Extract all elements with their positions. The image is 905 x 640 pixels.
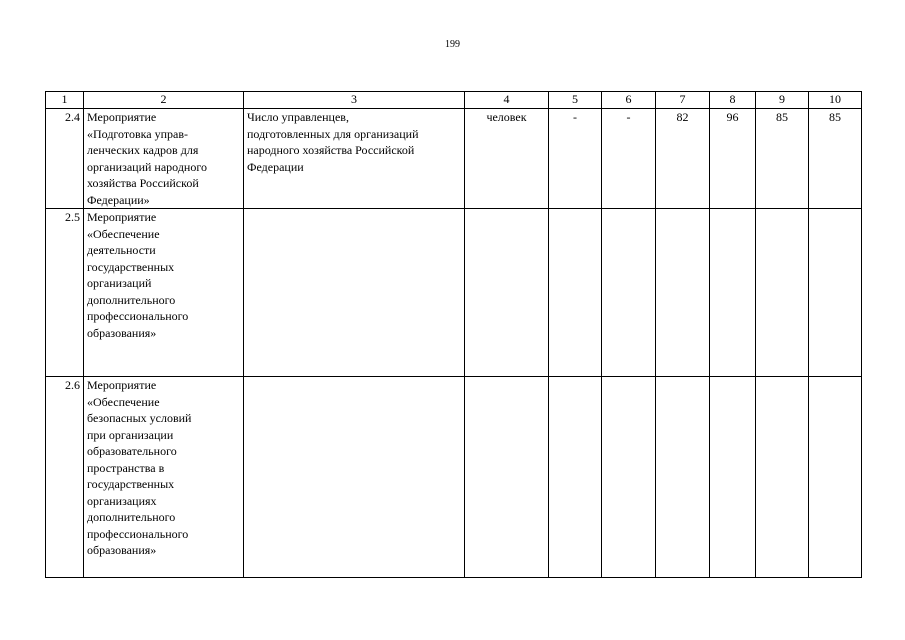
indicator-text [244, 209, 465, 377]
text-line: при организации [87, 427, 174, 442]
value-cell: 82 [656, 109, 710, 209]
indicator-text [244, 109, 465, 209]
text-line: образования» [87, 325, 157, 340]
header-cell: 10 [809, 92, 862, 109]
indicators-table [45, 91, 862, 578]
value-cell: - [602, 109, 656, 209]
text-line: «Обеспечение [87, 226, 160, 241]
value-cell [656, 209, 710, 377]
header-cell: 8 [710, 92, 756, 109]
indicator-text [244, 377, 465, 578]
text-line: Федерации [247, 159, 304, 174]
row-number: 2.4 [46, 109, 84, 209]
text-line: организаций народного [87, 159, 207, 174]
value-cell [602, 377, 656, 578]
text-line: государственных [87, 259, 175, 274]
text-line: образования» [87, 543, 157, 557]
header-cell: 1 [46, 92, 84, 109]
row-number: 2.6 [46, 377, 84, 578]
value-cell [809, 209, 862, 377]
value-cell [656, 377, 710, 578]
table-header-row [46, 92, 862, 109]
activity-name [84, 209, 244, 377]
unit-cell [465, 377, 549, 578]
text-line: профессионального [87, 526, 189, 541]
text-line: Мероприятие [87, 210, 157, 224]
value-cell: 96 [710, 109, 756, 209]
unit-cell [465, 209, 549, 377]
activity-name [84, 109, 244, 209]
unit-cell: человек [465, 109, 549, 209]
text-line: подготовленных для организаций [247, 126, 419, 141]
header-cell: 5 [549, 92, 602, 109]
text-line: организаций [87, 276, 152, 290]
text-line: Федерации» [87, 192, 150, 207]
text-line: дополнительного [87, 292, 176, 307]
value-cell [549, 209, 602, 377]
text-line: безопасных условий [87, 411, 192, 425]
text-line: Мероприятие [87, 110, 157, 124]
activity-name [84, 377, 244, 578]
header-cell: 4 [465, 92, 549, 109]
text-line: образовательного [87, 444, 177, 458]
value-cell: 85 [756, 109, 809, 209]
text-line: «Обеспечение [87, 394, 160, 409]
table-row [46, 209, 862, 377]
row-number: 2.5 [46, 209, 84, 377]
text-line: Мероприятие [87, 378, 157, 392]
header-cell: 3 [244, 92, 465, 109]
text-line: профессионального [87, 309, 189, 323]
text-line: народного хозяйства Российской [247, 143, 415, 157]
table-row [46, 377, 862, 578]
value-cell [809, 377, 862, 578]
text-line: пространства в [87, 460, 165, 475]
header-cell: 7 [656, 92, 710, 109]
value-cell [710, 209, 756, 377]
text-line: организациях [87, 493, 157, 508]
header-cell: 2 [84, 92, 244, 109]
value-cell [756, 209, 809, 377]
header-cell: 9 [756, 92, 809, 109]
text-line: ленческих кадров для [87, 143, 199, 157]
value-cell [602, 209, 656, 377]
value-cell [710, 377, 756, 578]
text-line: хозяйства Российской [87, 176, 199, 190]
table-row [46, 109, 862, 209]
value-cell: 85 [809, 109, 862, 209]
text-line: Число управленцев, [247, 110, 349, 124]
value-cell: - [549, 109, 602, 209]
text-line: «Подготовка управ- [87, 126, 189, 141]
value-cell [756, 377, 809, 578]
text-line: дополнительного [87, 510, 176, 524]
text-line: государственных [87, 477, 175, 491]
header-cell: 6 [602, 92, 656, 109]
value-cell [549, 377, 602, 578]
text-line: деятельности [87, 243, 156, 257]
page-number: 199 [445, 39, 460, 50]
